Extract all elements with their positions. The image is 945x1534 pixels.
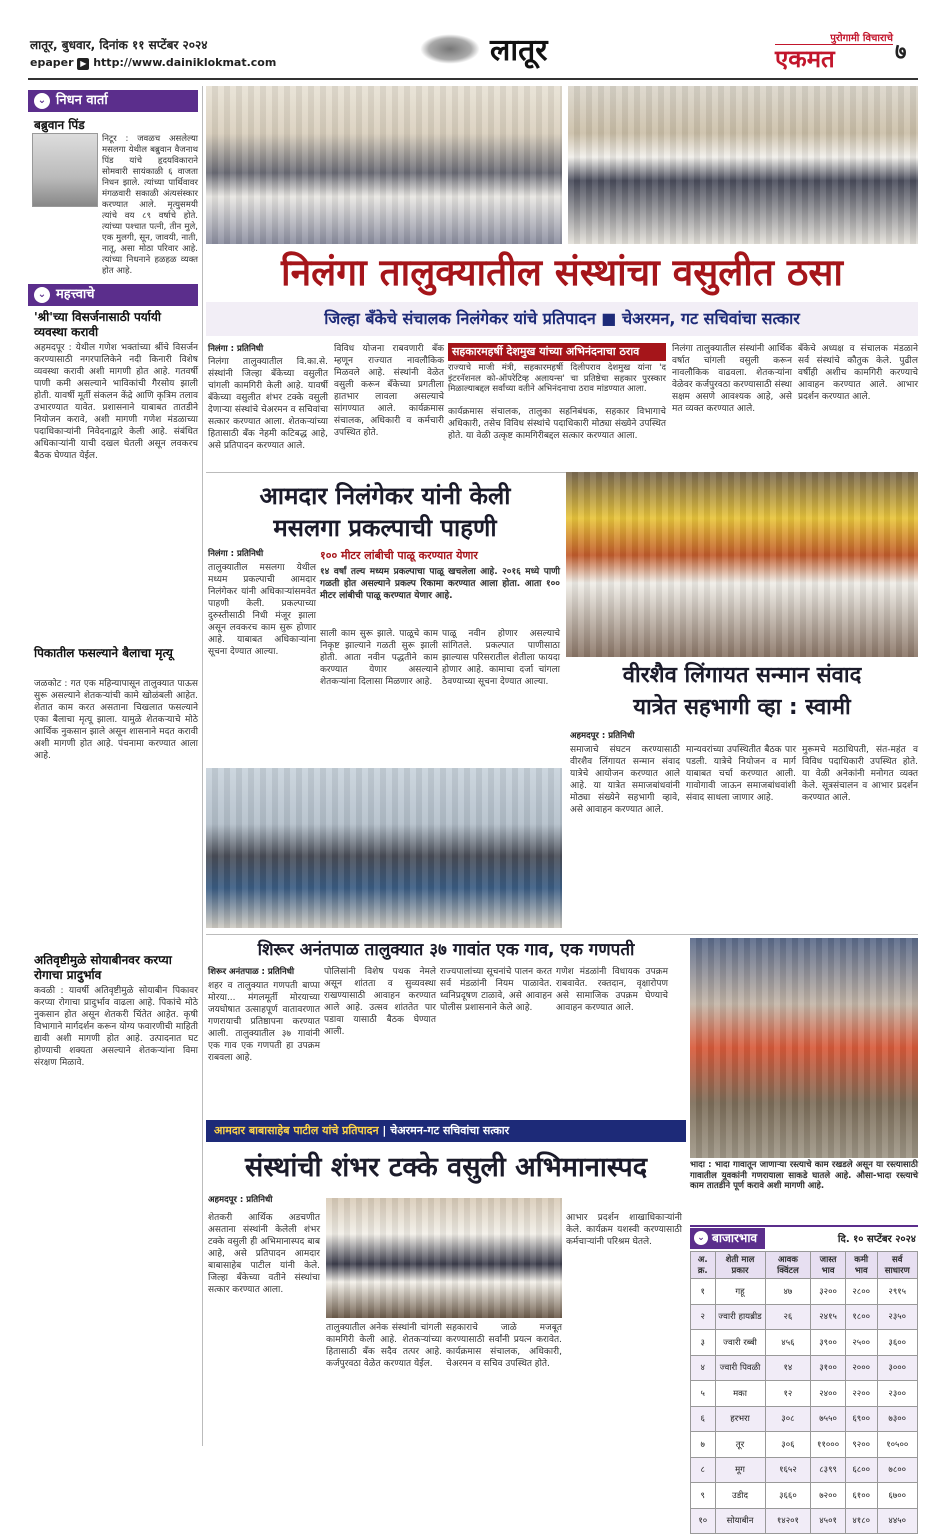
market-column-header: अ. क्र.: [691, 1252, 716, 1279]
dam-headline-2: मसलगा प्रकल्पाची पाहणी: [273, 514, 497, 542]
shirur-headline: शिरूर अनंतपाळ तालुक्यात ३७ गावांत एक गाव, एक गणपती: [257, 940, 635, 960]
table-row: [691, 1457, 918, 1483]
table-cell: १४: [765, 1355, 811, 1381]
table-cell: ३०००: [877, 1355, 917, 1381]
table-cell: ४५०१: [811, 1508, 846, 1534]
recovery-photo: [326, 1198, 562, 1318]
table-cell: ५: [691, 1381, 716, 1407]
table-cell: १: [691, 1279, 716, 1305]
veershaiv-dateline: अहमदपूर : प्रतिनिधी: [570, 731, 635, 741]
market-table-header: [691, 1252, 918, 1279]
lead-photo-left: [206, 86, 562, 244]
tagline: पुरोगामी विचाराचे: [775, 30, 893, 45]
table-cell: ३०६: [765, 1432, 811, 1458]
market-column-header: जास्त भाव: [811, 1252, 846, 1279]
table-cell: ३१००: [811, 1355, 846, 1381]
lead-headline: निलंगा तालुक्यातील संस्थांचा वसुलीत ठसा: [281, 251, 843, 294]
table-cell: ९: [691, 1483, 716, 1509]
market-heading-text: बाजारभाव: [712, 1231, 758, 1245]
shirur-dateline: शिरूर अनंतपाळ : प्रतिनिधी: [208, 967, 295, 977]
city-name: लातूर: [490, 33, 548, 68]
recovery-body-2: तालुक्यातील अनेक संस्थांनी चांगली कामगिरी केली आहे. शेतकऱ्यांच्या हितासाठी बँक सदैव तत्पर आहे. कर्जपुरवठा वेळेत करण्यात येईल.: [326, 1323, 442, 1369]
obituary-heading: [28, 90, 198, 112]
table-cell: २०००: [845, 1355, 877, 1381]
table-cell: १८००: [845, 1304, 877, 1330]
table-cell: १४२०१: [765, 1508, 811, 1534]
dateline: लातूर, बुधवार, दिनांक ११ सप्टेंबर २०२४: [30, 38, 208, 52]
dam-dateline: निलंगा : प्रतिनिधी: [208, 549, 264, 559]
table-cell: ज्वारी हायब्रीड: [715, 1304, 765, 1330]
table-cell: २३५०: [877, 1304, 917, 1330]
recovery-body-3: सहकाराचे जाळे मजबूत करण्यासाठी सर्वांनी प्रयत्न करावेत. कार्यक्रमास संचालक, अधिकारी, चेअरमन व सचिव उपस्थित होते.: [446, 1323, 562, 1369]
table-cell: ४४५०: [877, 1508, 917, 1534]
table-row: [691, 1406, 918, 1432]
recovery-banner-text: आमदार बाबासाहेब पाटील यांचे प्रतिपादन: [214, 1124, 379, 1137]
table-cell: २३००: [877, 1381, 917, 1407]
market-column-header: कमी भाव: [845, 1252, 877, 1279]
table-cell: ४५६: [765, 1330, 811, 1356]
table-cell: मका: [715, 1381, 765, 1407]
dam-photo: [206, 768, 562, 928]
epaper-label: [30, 56, 276, 70]
table-cell: ६७००: [877, 1483, 917, 1509]
recovery-headline: संस्थांची शंभर टक्के वसुली अभिमानास्पद: [244, 1152, 648, 1183]
lead-body-5: बँकेचे अध्यक्ष व संचालक मंडळाने सर्व संस्थांचे कौतुक केले. पुढील वर्षीही अशीच कामगिरी करण्याचे आवाहन करण्यात आले. आभार प्रदर्शन करण्यात आले.: [798, 344, 918, 402]
chevron-down-icon: ⌄: [694, 1231, 708, 1245]
table-cell: २५००: [845, 1330, 877, 1356]
veershaiv-headline-2: यात्रेत सहभागी व्हा : स्वामी: [633, 695, 851, 720]
recovery-banner: [206, 1120, 686, 1142]
table-cell: १०: [691, 1508, 716, 1534]
map-logo: [420, 34, 480, 64]
table-cell: १६५२: [765, 1457, 811, 1483]
market-column-header: सर्व साधारण: [877, 1252, 917, 1279]
lead-body-3: कार्यक्रमास संचालक, तालुका सहनिबंधक, सहकार विभागाचे अधिकारी, तसेच विविध संस्थांचे पदाधिकारी मोठ्या संख्येने उपस्थित होते. या वेळी उत्कृष्ट कामगिरीबद्दल सत्कार करण्यात आला.: [448, 407, 666, 441]
veershaiv-photo: [566, 472, 918, 657]
table-cell: १२: [765, 1381, 811, 1407]
table-cell: ८३९९: [811, 1457, 846, 1483]
recovery-banner-text-2: चेअरमन-गट सचिवांचा सत्कार: [390, 1124, 510, 1137]
lead-box: [448, 343, 666, 403]
story2-text: जळकोट : गत एक महिन्यापासून तालुक्यात पाऊस सुरू असल्याने शेतकऱ्यांची कामे खोळंबली आहेत. शेतात काम करत असताना चिखलात फसल्याने एका बैलाचा मृत्यू झाला. यामुळे शेतकऱ्याचे मोठे आर्थिक नुकसान झाले असून शासनाने मदत करावी अशी मागणी होत आहे. पंचनामा करण्यात आला आहे.: [34, 679, 198, 761]
shirur-photo: [690, 938, 918, 1158]
lead-body-4: निलंगा तालुक्यातील संस्थांनी आर्थिक वर्षात चांगली वसुली करून नावलौकिक वाढवला. शेतकऱ्यांना वेळेवर कर्जपुरवठा करण्यासाठी संस्था सक्षम असणे आवश्यक आहे, असे मत व्यक्त करण्यात आले.: [672, 344, 792, 414]
table-cell: ज्वारी पिवळी: [715, 1355, 765, 1381]
table-cell: ४: [691, 1355, 716, 1381]
table-cell: २४१५: [811, 1304, 846, 1330]
recovery-body-4: आभार प्रदर्शन शाखाधिकाऱ्यांनी केले. कार्यक्रम यशस्वी करण्यासाठी कर्मचाऱ्यांनी परिश्रम घेतले.: [566, 1213, 682, 1247]
table-row: [691, 1483, 918, 1509]
market-heading: [690, 1228, 765, 1249]
table-row: [691, 1508, 918, 1534]
masthead: [0, 0, 945, 82]
story2-title: पिकातील फसल्याने बैलाचा मृत्यू: [34, 646, 173, 660]
website-link[interactable]: http://www.dainiklokmat.com: [93, 56, 277, 69]
table-row: [691, 1279, 918, 1305]
dam-subhead: १०० मीटर लांबीची पाळू करण्यात येणार: [320, 549, 478, 562]
dam-lead-text: १४ वर्षां तल्य मध्यम प्रकल्पाचा पाळू खचलेला आहे. २०१६ मध्ये पाणी गळती होत असल्याने प्रकल्प रिकामा करण्यात आला होता. आता १०० मीटर लांबीची पाळू करण्यात येणार आहे.: [320, 567, 560, 601]
table-cell: ७८००: [877, 1457, 917, 1483]
lead-photo-right: [568, 86, 918, 244]
obituary-text: निटूर : जवळच असलेल्या मसलगा येथील बब्रुवान वैजनाथ पिंड यांचे हृदयविकाराने सोमवारी सायंकाळी ६ वाजता निधन झाले. त्यांच्या पार्थिवावर मंगळवारी सकाळी अंत्यसंस्कार करण्यात आले. मृत्युसमयी त्यांचे वय ८९ वर्षाचे होते. त्यांच्या पश्चात पत्नी, तीन मुले, एक मुलगी, सून, जावयी, नाती, नातू, असा मोठा परिवार आहे. त्यांच्या निधनाने हळहळ व्यक्त होत आहे.: [102, 134, 198, 276]
arrow-icon: ▶: [77, 58, 89, 70]
table-cell: गहू: [715, 1279, 765, 1305]
table-cell: हरभरा: [715, 1406, 765, 1432]
table-cell: ६१००: [845, 1483, 877, 1509]
table-cell: ६: [691, 1406, 716, 1432]
table-cell: ४७: [765, 1279, 811, 1305]
table-cell: २२००: [845, 1381, 877, 1407]
table-row: [691, 1304, 918, 1330]
table-cell: २८००: [845, 1279, 877, 1305]
table-cell: २९१५: [877, 1279, 917, 1305]
lead-box-title: सहकारमहर्षी देशमुख यांच्या अभिनंदनाचा ठराव: [448, 343, 666, 361]
market-table: [690, 1251, 918, 1534]
table-cell: उडीद: [715, 1483, 765, 1509]
table-cell: ७२००: [811, 1483, 846, 1509]
veershaiv-body-2: मान्यवरांच्या उपस्थितीत बैठक पार पडली. यात्रेचे नियोजन व मार्ग याबाबत चर्चा करण्यात आली. गावोगावी जाऊन समाजबांधवांशी संवाद साधला जाणार आहे.: [686, 745, 796, 803]
page-number: ७: [895, 40, 907, 65]
column-divider: [202, 86, 203, 1446]
table-cell: २६: [765, 1304, 811, 1330]
dam-body-2: साली काम सुरू झाले. पाळूचे काम निकृष्ट झाल्याने गळती सुरू झाली होती. आता नवीन पद्धतीने काम करण्यात येणार असल्याने शेतकऱ्यांना दिलासा मिळणार आहे.: [320, 629, 438, 687]
table-cell: ४१८०: [845, 1508, 877, 1534]
shirur-body-2: पोलिसांनी विशेष पथक नेमले असून शांतता व सुव्यवस्था राखण्यासाठी आवाहन करण्यात आले आहे. उत्सव शांततेत पार पडावा यासाठी बैठक घेण्यात आली.: [324, 967, 436, 1037]
table-cell: २: [691, 1304, 716, 1330]
market-column-header: शेती माल प्रकार: [715, 1252, 765, 1279]
recovery-dateline: अहमदपूर : प्रतिनिधी: [208, 1195, 273, 1205]
table-row: [691, 1381, 918, 1407]
lead-body-2: विविध योजना राबवणारी बँक म्हणून राज्यात नावलौकिक मिळवले आहे. संस्थांनी वेळेत वसुली करून बँकेच्या प्रगतीला हातभार लावला असल्याचे सांगण्यात आले. कार्यक्रमास संचालक, अधिकारी व कर्मचारी उपस्थित होते.: [334, 344, 444, 438]
important-heading: [28, 284, 198, 306]
important-heading-text: महत्त्वाचे: [56, 287, 95, 302]
masthead-rule: [28, 78, 918, 80]
banner-separator: |: [382, 1124, 391, 1137]
market-date: दि. १० सप्टेंबर २०२४: [837, 1234, 916, 1245]
brand-block: [775, 30, 893, 74]
table-cell: तूर: [715, 1432, 765, 1458]
table-cell: ३६००: [877, 1330, 917, 1356]
obituary-name: बब्रुवान पिंड: [34, 118, 85, 132]
veershaiv-body-3: मुरूमचे मठाधिपती, संत-महंत व विविध पदाधिकारी उपस्थित होते. या वेळी अनेकांनी मनोगत व्यक्त केले. सूत्रसंचालन व आभार प्रदर्शन करण्यात आले.: [802, 745, 918, 803]
table-cell: ७: [691, 1432, 716, 1458]
shirur-body-1: शहर व तालुक्यात गणपती बाप्पा मोरया... मंगलमूर्ती मोरयाच्या जयघोषात उत्साहपूर्ण वातावरणात गणरायाची प्रतिष्ठापना करण्यात आली. तालुक्यातील ३७ गावांनी एक गाव एक गणपती हा उपक्रम राबवला आहे.: [208, 981, 320, 1063]
market-header: [690, 1225, 918, 1249]
table-cell: ३६६०: [765, 1483, 811, 1509]
chevron-down-icon: ⌄: [34, 287, 50, 303]
dam-headline-1: आमदार निलंगेकर यांनी केली: [259, 482, 511, 510]
veershaiv-body-1: समाजाचे संघटन करण्यासाठी वीरशैव लिंगायत सन्मान संवाद यात्रेचे आयोजन करण्यात आले आहे. या यात्रेत समाजबांधवांनी मोठ्या संख्येने सहभागी व्हावे, असे आवाहन करण्यात आले.: [570, 745, 680, 815]
table-cell: ९२००: [845, 1432, 877, 1458]
table-row: [691, 1330, 918, 1356]
recovery-body-1: शेतकरी आर्थिक अडचणीत असताना संस्थांनी केलेली शंभर टक्के वसुली ही अभिमानास्पद बाब आहे, असे प्रतिपादन आमदार बाबासाहेब पाटील यांनी केले. जिल्हा बँकेच्या वतीने संस्थांचा सत्कार करण्यात आला.: [208, 1213, 320, 1295]
table-cell: १०५००: [877, 1432, 917, 1458]
lead-box-text: राज्याचे माजी मंत्री, सहकारमहर्षी दिलीपराव देशमुख यांना 'द इंटरनॅशनल को-ऑपरेटिव्ह अलायन्स' चा प्रतिष्ठेचा सहकार पुरस्कार मिळाल्याबद्दल सर्वांच्या वतीने अभिनंदनाचा ठराव मांडण्यात आला.: [448, 363, 666, 394]
dam-body-3: पाळू नवीन होणार असल्याचे सांगितले. प्रकल्पात पाणीसाठा झाल्यास परिसरातील शेतीला फायदा होणार आहे. कामाचा दर्जा चांगला ठेवण्याच्या सूचना देण्यात आल्या.: [442, 629, 560, 687]
table-cell: ७३००: [877, 1406, 917, 1432]
table-row: [691, 1355, 918, 1381]
table-cell: ८: [691, 1457, 716, 1483]
table-cell: ६८००: [845, 1457, 877, 1483]
dam-body-1: तालुक्यातील मसलगा येथील मध्यम प्रकल्पाची आमदार निलंगेकर यांनी अधिकाऱ्यांसमवेत पाहणी केली. प्रकल्पाच्या दुरुस्तीसाठी निधी मंजूर झाला असून लवकरच काम सुरू होणार आहे. याबाबत अधिकाऱ्यांना सूचना देण्यात आल्या.: [208, 563, 316, 657]
lead-body-1: निलंगा तालुक्यातील वि.का.से. संस्थांनी जिल्हा बँकेच्या वसुलीत चांगली कामगिरी केली आहे. यावर्षी बँकेच्या वसुलीत शंभर टक्के वसुली देणाऱ्या संस्थांचे चेअरमन व सचिवांचा सत्कार करण्यात आला. शेतकऱ्यांच्या हितासाठी बँक नेहमी कटिबद्ध आहे, असे प्रतिपादन करण्यात आले.: [208, 357, 328, 451]
table-row: [691, 1432, 918, 1458]
market-column-header: आवक क्विंटल: [765, 1252, 811, 1279]
table-cell: ३: [691, 1330, 716, 1356]
table-cell: ३२००: [811, 1279, 846, 1305]
chevron-down-icon: ⌄: [34, 93, 50, 109]
table-cell: मूग: [715, 1457, 765, 1483]
shirur-body-4: गणेश मंडळांनी विधायक उपक्रम राबवावेत. रक्तदान, वृक्षारोपण असे सामाजिक उपक्रम घेण्याचे आवाहन करण्यात आले.: [556, 967, 668, 1013]
story3-text: कवळी : यावर्षी अतिवृष्टीमुळे सोयाबीन पिकावर करप्या रोगाचा प्रादुर्भाव वाढला आहे. पिकांचे मोठे नुकसान होत असून शेतकरी चिंतेत आहेत. कृषी विभागाने मार्गदर्शन करून योग्य फवारणीची माहिती द्यावी अशी मागणी होत आहे. उत्पादनात घट होण्याची शक्यता असल्याने शेतकऱ्यांना विमा संरक्षण मिळावे.: [34, 986, 198, 1068]
table-cell: २४००: [811, 1381, 846, 1407]
section-rule: [206, 934, 918, 935]
lead-subhead: जिल्हा बँकेचे संचालक निलंगेकर यांचे प्रतिपादन ■ चेअरमन, गट सचिवांचा सत्कार: [206, 302, 918, 336]
shirur-caption: भादा : भादा गावातून जाणाऱ्या रस्त्याचे काम रखडले असून या रस्त्यासाठी गावातील युवकांनी गणरायाला साकडे घातले आहे. औसा-भादा रस्त्याचे काम तातडीने पूर्ण करावे अशी मागणी आहे.: [690, 1160, 918, 1191]
table-cell: ७५५०: [811, 1406, 846, 1432]
table-cell: ३०८: [765, 1406, 811, 1432]
brand-logo: एकमत: [775, 45, 835, 73]
table-cell: ११०००: [811, 1432, 846, 1458]
table-cell: ६९००: [845, 1406, 877, 1432]
lead-dateline: निलंगा : प्रतिनिधी: [208, 344, 264, 354]
table-cell: ज्वारी रब्बी: [715, 1330, 765, 1356]
story1-title: 'श्री'च्या विसर्जनासाठी पर्यायी व्यवस्था करावी: [34, 310, 161, 339]
veershaiv-headline-1: वीरशैव लिंगायत सन्मान संवाद: [622, 663, 862, 688]
obituary-heading-text: निधन वार्ता: [56, 93, 108, 108]
story3-title: अतिवृष्टीमुळे सोयाबीनवर करप्या रोगाचा प्रादुर्भाव: [34, 953, 172, 982]
shirur-body-3: राज्यपालांच्या सूचनांचे पालन करत सर्व मंडळांनी नियम पाळावेत. ध्वनिप्रदूषण टाळावे, असे आवाहन पोलीस प्रशासनाने केले आहे.: [440, 967, 552, 1013]
story1-text: अहमदपूर : येथील गणेश भक्तांच्या श्रींचे विसर्जन करण्यासाठी नगरपालिकेने नदी किनारी विशेष व्यवस्था करावी अशी मागणी होत आहे. गतवर्षी पाणी कमी असल्याने भाविकांची गैरसोय झाली होती. यावर्षी मूर्ती संकलन केंद्रे आणि कृत्रिम तलाव उभारण्यात यावेत. प्रशासनाने याबाबत तातडीने नियोजन करावे, अशी मागणी गणेश मंडळाच्या पदाधिकाऱ्यांनी निवेदनाद्वारे केली आहे. संबंधित अधिकाऱ्यांनी याची दखल घेतली असून लवकरच बैठक घेण्यात येईल.: [34, 343, 198, 461]
epaper-text: epaper: [30, 56, 74, 69]
table-cell: सोयाबीन: [715, 1508, 765, 1534]
table-cell: ३९००: [811, 1330, 846, 1356]
